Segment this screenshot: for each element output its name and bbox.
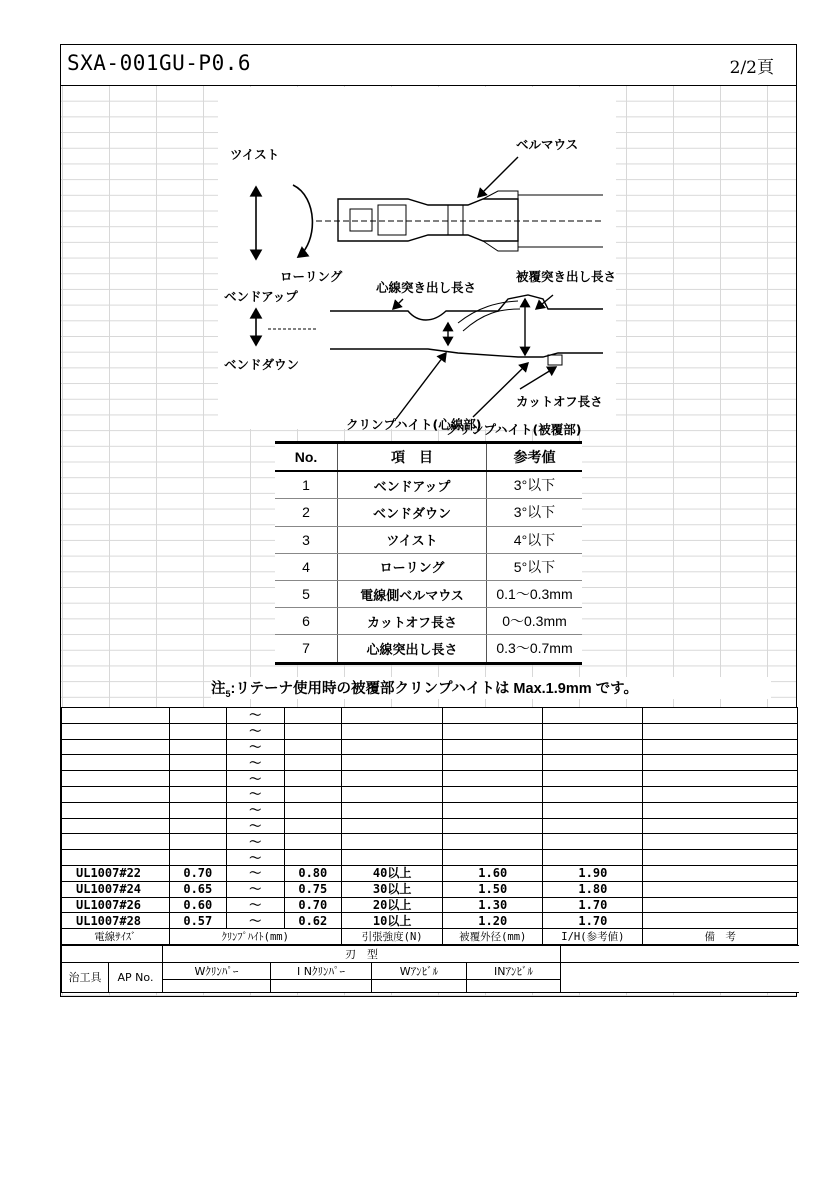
header-remarks: 備 考 xyxy=(643,929,798,945)
tilde: ～ xyxy=(227,913,285,929)
spec-value: 0.3～0.7mm xyxy=(487,635,583,663)
cover-od: 1.30 xyxy=(443,897,543,913)
empty-row xyxy=(62,786,798,802)
ih-value: 1.70 xyxy=(543,897,643,913)
spec-row xyxy=(275,580,582,607)
empty-cell xyxy=(284,708,342,724)
tensile: 20以上 xyxy=(342,897,443,913)
w-crimper-value xyxy=(163,979,271,992)
empty-cell xyxy=(284,786,342,802)
empty-cell xyxy=(342,802,443,818)
empty-row xyxy=(62,818,798,834)
label-bend-up: ベンドアップ xyxy=(224,289,298,304)
empty-cell xyxy=(342,723,443,739)
empty-cell xyxy=(284,739,342,755)
ih-value: 1.90 xyxy=(543,865,643,881)
spec-item: 心線突出し長さ xyxy=(338,635,487,663)
blade-type-row xyxy=(62,945,799,962)
label-crimp-cover: クリンプハイト(被覆部) xyxy=(446,422,582,437)
data-row xyxy=(62,913,798,929)
remarks xyxy=(643,881,798,897)
empty-cell xyxy=(342,739,443,755)
empty-row xyxy=(62,850,798,866)
tilde: ～ xyxy=(227,865,285,881)
tilde: ～ xyxy=(227,771,285,787)
crimp-min: 0.65 xyxy=(169,881,227,897)
cover-od: 1.20 xyxy=(443,913,543,929)
empty-row xyxy=(62,739,798,755)
label-core-protrusion: 心線突き出し長さ xyxy=(376,280,477,295)
crimp-max: 0.75 xyxy=(284,881,342,897)
spec-item: ツイスト xyxy=(338,526,487,553)
empty-cell xyxy=(643,771,798,787)
label-bend-down: ベンドダウン xyxy=(224,357,300,372)
in-anvil-label: INｱﾝﾋﾞﾙ xyxy=(467,962,561,979)
w-crimper-label: Wｸﾘﾝﾊﾟｰ xyxy=(163,962,271,979)
empty-cell xyxy=(443,850,543,866)
header-tensile: 引張強度(N) xyxy=(342,929,443,945)
empty-cell xyxy=(443,802,543,818)
tilde: ～ xyxy=(227,834,285,850)
spec-row xyxy=(275,499,582,526)
tilde: ～ xyxy=(227,708,285,724)
empty-cell xyxy=(62,850,170,866)
empty-cell xyxy=(643,708,798,724)
spec-no: 6 xyxy=(275,608,338,635)
empty-cell xyxy=(284,802,342,818)
retainer-note xyxy=(211,677,771,699)
spec-row xyxy=(275,553,582,580)
tooling-spacer xyxy=(561,962,799,992)
tensile: 40以上 xyxy=(342,865,443,881)
tilde: ～ xyxy=(227,786,285,802)
spec-value: 0～0.3mm xyxy=(487,608,583,635)
spec-no: 1 xyxy=(275,471,338,499)
empty-cell xyxy=(342,850,443,866)
empty-cell xyxy=(443,818,543,834)
data-row xyxy=(62,865,798,881)
empty-cell xyxy=(284,755,342,771)
empty-cell xyxy=(543,786,643,802)
empty-cell xyxy=(62,755,170,771)
empty-cell xyxy=(543,850,643,866)
empty-cell xyxy=(62,818,170,834)
empty-cell xyxy=(62,786,170,802)
empty-cell xyxy=(169,755,227,771)
empty-cell xyxy=(342,771,443,787)
empty-row xyxy=(62,723,798,739)
spec-value: 3°以下 xyxy=(487,499,583,526)
label-cutoff: カットオフ長さ xyxy=(516,394,603,409)
label-crimp-core: クリンプハイト(心線部) xyxy=(346,417,482,432)
note-number: 5 xyxy=(225,688,231,699)
empty-cell xyxy=(342,834,443,850)
spec-row xyxy=(275,608,582,635)
empty-cell xyxy=(284,818,342,834)
spec-row xyxy=(275,471,582,499)
spec-item: 電線側ベルマウス xyxy=(338,580,487,607)
document-title: SXA-001GU-P0.6 xyxy=(67,51,252,75)
header-ih: I/H(参考値) xyxy=(543,929,643,945)
empty-cell xyxy=(643,755,798,771)
empty-cell xyxy=(169,723,227,739)
empty-cell xyxy=(342,755,443,771)
empty-cell xyxy=(443,771,543,787)
spec-value: 5°以下 xyxy=(487,553,583,580)
in-crimper-value xyxy=(271,979,372,992)
empty-cell xyxy=(169,739,227,755)
empty-cell xyxy=(284,771,342,787)
cover-od: 1.60 xyxy=(443,865,543,881)
label-rolling: ローリング xyxy=(280,269,343,284)
spec-value: 4°以下 xyxy=(487,526,583,553)
empty-cell xyxy=(443,786,543,802)
note-prefix: 注 xyxy=(211,681,226,697)
empty-cell xyxy=(169,818,227,834)
empty-cell xyxy=(169,771,227,787)
page-number: 2/2頁 xyxy=(729,58,774,78)
crimp-data-table xyxy=(61,707,798,945)
crimp-max: 0.70 xyxy=(284,897,342,913)
tilde: ～ xyxy=(227,723,285,739)
spec-item: ベンドアップ xyxy=(338,471,487,499)
note-text: :リテーナ使用時の被覆部クリンプハイトは Max.1.9mm です。 xyxy=(230,681,638,697)
header-crimp-height: ｸﾘﾝﾌﾟﾊｲﾄ(mm) xyxy=(169,929,342,945)
spec-header-row xyxy=(275,443,582,472)
terminal-diagram xyxy=(218,87,617,437)
spec-value: 0.1～0.3mm xyxy=(487,580,583,607)
blade-type-label: 刃 型 xyxy=(163,945,561,962)
ih-value: 1.80 xyxy=(543,881,643,897)
blade-type-empty xyxy=(62,945,163,962)
wire-size: UL1007#22 xyxy=(62,865,170,881)
empty-cell xyxy=(62,802,170,818)
in-anvil-value xyxy=(467,979,561,992)
spec-no: 7 xyxy=(275,635,338,663)
empty-cell xyxy=(169,850,227,866)
tilde: ～ xyxy=(227,802,285,818)
empty-cell xyxy=(443,755,543,771)
empty-row xyxy=(62,834,798,850)
w-anvil-value xyxy=(372,979,467,992)
empty-cell xyxy=(62,739,170,755)
spec-no: 4 xyxy=(275,553,338,580)
empty-cell xyxy=(443,708,543,724)
spec-header-item: 項 目 xyxy=(338,443,487,472)
header-wire-size: 電線ｻｲｽﾞ xyxy=(62,929,170,945)
empty-cell xyxy=(643,723,798,739)
empty-cell xyxy=(62,771,170,787)
empty-row xyxy=(62,708,798,724)
wire-size: UL1007#28 xyxy=(62,913,170,929)
cover-od: 1.50 xyxy=(443,881,543,897)
empty-cell xyxy=(443,739,543,755)
data-row xyxy=(62,881,798,897)
empty-cell xyxy=(284,850,342,866)
column-header-row xyxy=(62,929,798,945)
crimp-min: 0.70 xyxy=(169,865,227,881)
empty-cell xyxy=(643,802,798,818)
remarks xyxy=(643,897,798,913)
spec-header-no: No. xyxy=(275,443,338,472)
empty-cell xyxy=(543,739,643,755)
empty-cell xyxy=(543,755,643,771)
empty-cell xyxy=(643,786,798,802)
label-bellmouth: ベルマウス xyxy=(516,137,579,152)
spec-no: 5 xyxy=(275,580,338,607)
empty-cell xyxy=(169,834,227,850)
tilde: ～ xyxy=(227,818,285,834)
spec-no: 2 xyxy=(275,499,338,526)
empty-cell xyxy=(543,771,643,787)
crimp-min: 0.60 xyxy=(169,897,227,913)
label-twist: ツイスト xyxy=(230,147,280,162)
empty-cell xyxy=(342,708,443,724)
spec-row xyxy=(275,526,582,553)
empty-cell xyxy=(643,739,798,755)
spec-no: 3 xyxy=(275,526,338,553)
wire-size: UL1007#26 xyxy=(62,897,170,913)
crimp-min: 0.57 xyxy=(169,913,227,929)
remarks xyxy=(643,913,798,929)
empty-cell xyxy=(543,723,643,739)
empty-row xyxy=(62,802,798,818)
empty-cell xyxy=(643,818,798,834)
empty-cell xyxy=(169,708,227,724)
page-header xyxy=(61,45,796,86)
crimp-max: 0.80 xyxy=(284,865,342,881)
tooling-header-row xyxy=(62,962,799,979)
empty-cell xyxy=(443,723,543,739)
label-cover-protrusion: 被覆突き出し長さ xyxy=(516,269,617,284)
empty-cell xyxy=(284,723,342,739)
spec-item: カットオフ長さ xyxy=(338,608,487,635)
spec-row xyxy=(275,635,582,663)
blade-type-spacer xyxy=(561,945,799,962)
remarks xyxy=(643,865,798,881)
empty-row xyxy=(62,755,798,771)
empty-cell xyxy=(543,708,643,724)
empty-cell xyxy=(342,786,443,802)
crimp-terminal-figure xyxy=(218,87,617,437)
wire-size: UL1007#24 xyxy=(62,881,170,897)
spreadsheet-page xyxy=(60,44,797,997)
empty-cell xyxy=(443,834,543,850)
spec-header-value: 参考値 xyxy=(487,443,583,472)
empty-cell xyxy=(643,850,798,866)
data-row xyxy=(62,897,798,913)
empty-cell xyxy=(643,834,798,850)
crimp-max: 0.62 xyxy=(284,913,342,929)
empty-cell xyxy=(169,786,227,802)
tilde: ～ xyxy=(227,897,285,913)
spec-item: ローリング xyxy=(338,553,487,580)
empty-cell xyxy=(342,818,443,834)
empty-cell xyxy=(543,802,643,818)
empty-cell xyxy=(169,802,227,818)
spec-item: ベンドダウン xyxy=(338,499,487,526)
tilde: ～ xyxy=(227,850,285,866)
header-cover-od: 被覆外径(mm) xyxy=(443,929,543,945)
ih-value: 1.70 xyxy=(543,913,643,929)
empty-row xyxy=(62,771,798,787)
empty-cell xyxy=(284,834,342,850)
in-crimper-label: I Nｸﾘﾝﾊﾟｰ xyxy=(271,962,372,979)
spec-value: 3°以下 xyxy=(487,471,583,499)
spec-table xyxy=(275,441,582,665)
crimp-data-section xyxy=(61,707,796,993)
tilde: ～ xyxy=(227,739,285,755)
tilde: ～ xyxy=(227,881,285,897)
empty-cell xyxy=(543,818,643,834)
tensile: 30以上 xyxy=(342,881,443,897)
empty-cell xyxy=(62,708,170,724)
empty-cell xyxy=(62,723,170,739)
empty-cell xyxy=(62,834,170,850)
tensile: 10以上 xyxy=(342,913,443,929)
tooling-table xyxy=(61,945,799,993)
w-anvil-label: Wｱﾝﾋﾞﾙ xyxy=(372,962,467,979)
jig-label: 治工具 xyxy=(62,962,109,992)
empty-cell xyxy=(543,834,643,850)
ap-no-label: AP No. xyxy=(109,962,163,992)
tilde: ～ xyxy=(227,755,285,771)
